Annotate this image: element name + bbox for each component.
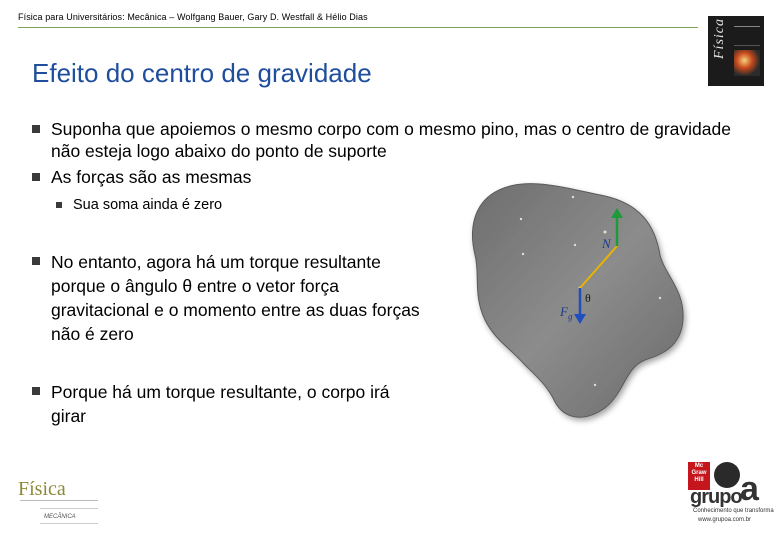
header-divider [18,27,698,28]
slide-title: Efeito do centro de gravidade [32,58,372,88]
bullet-square-icon [32,257,40,265]
rigid-body-diagram [455,170,700,430]
bullet-square-icon [32,125,40,133]
gravity-force-symbol: F [560,304,568,319]
sub-bullet-text: Sua soma ainda é zero [73,197,223,213]
bullet-item [51,166,451,188]
grupo-url: www.grupoa.com.br [698,517,752,523]
bullet-item [51,380,421,428]
pivot-point [604,231,607,234]
bullet-text: No entanto, agora há um torque resultante porque o ângulo θ entre o vetor força gravitacional e o momento entre as duas forças não é zero [51,252,420,344]
grupo-a-letter: a [740,470,759,508]
cover-decoration [734,26,760,46]
dot-mark [572,196,574,198]
bullet-item [51,250,421,346]
bullet-square-icon [32,387,40,395]
fisica-logo: Física [18,478,66,500]
normal-force-label: N [602,236,611,251]
cover-art [734,50,760,76]
gravity-force-subscript: g [567,311,573,322]
dot-mark [522,253,524,255]
rigid-body-figure [455,170,700,430]
dot-mark [659,297,661,299]
bullet-text: As forças são as mesmas [51,167,252,187]
logo-divider [20,500,98,505]
dot-mark [520,218,522,220]
gravity-force-label [560,304,572,322]
logo-mecanica-text: MECÂNICA [44,514,76,520]
header-citation: Física para Universitários: Mecânica – Wolfgang Bauer, Gary D. Westfall & Hélio Dias [18,12,368,22]
sub-bullet-item [73,197,222,213]
bullet-text: Porque há um torque resultante, o corpo irá girar [51,382,390,426]
bullet-square-icon [56,202,62,208]
bullet-square-icon [32,173,40,181]
dot-mark [574,244,576,246]
irregular-body-shape [472,184,683,418]
mcgraw-hill-logo: Mc Graw Hill [688,462,710,490]
cover-title: Física [712,18,727,59]
book-cover-image [708,16,764,86]
bullet-item [51,118,731,162]
university-seal-icon [714,462,740,488]
grupo-tagline: Conhecimento que transforma [693,508,774,514]
dot-mark [594,384,596,386]
grupo-logo-text: grupo [690,486,742,508]
bullet-text: Suponha que apoiemos o mesmo corpo com o mesmo pino, mas o centro de gravidade não esteja logo abaixo do ponto de suporte [51,119,731,161]
theta-label: θ [585,291,591,305]
